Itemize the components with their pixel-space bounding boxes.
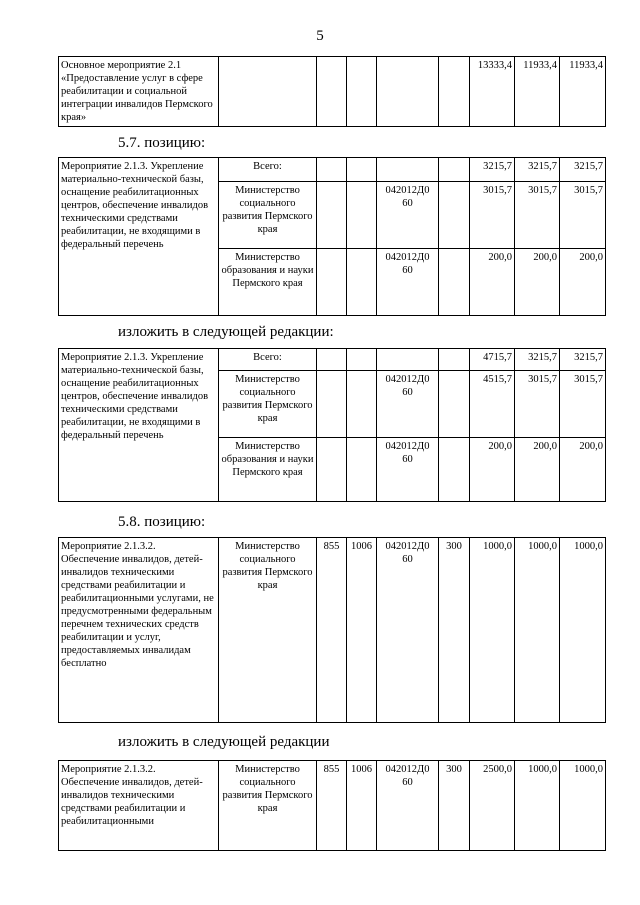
- value-1: 4715,7: [470, 349, 515, 371]
- table-main-activity-2-1: [58, 56, 606, 127]
- value-3: 200,0: [560, 249, 606, 316]
- vr-cell: 300: [439, 538, 470, 723]
- vr-cell: 300: [439, 761, 470, 851]
- executor-cell: Министерство образования и науки Пермского края: [219, 249, 317, 316]
- vr-cell: [439, 57, 470, 127]
- value-2: 1000,0: [515, 538, 560, 723]
- gr-cell: 855: [317, 761, 347, 851]
- value-1: 3215,7: [470, 158, 515, 182]
- value-1: 4515,7: [470, 371, 515, 438]
- table-row: [59, 57, 606, 127]
- executor-cell: Министерство образования и науки Пермского края: [219, 438, 317, 502]
- table-activity-2-1-3-2-new: [58, 760, 606, 851]
- csr-cell: [377, 57, 439, 127]
- value-3: 1000,0: [560, 761, 606, 851]
- table-activity-2-1-3-2-old: [58, 537, 606, 723]
- value-1: 3015,7: [470, 182, 515, 249]
- gr-cell: 855: [317, 538, 347, 723]
- gr-cell: [317, 57, 347, 127]
- csr-cell: 042012Д0 60: [377, 371, 439, 438]
- csr-cell: 042012Д0 60: [377, 538, 439, 723]
- rz-cell: 1006: [347, 538, 377, 723]
- value-1: 13333,4: [470, 57, 515, 127]
- value-2: 200,0: [515, 438, 560, 502]
- page-number: 5: [316, 28, 324, 44]
- rz-cell: [347, 182, 377, 249]
- gr-cell: [317, 249, 347, 316]
- value-2: 3215,7: [515, 349, 560, 371]
- executor-cell: Министерство социального развития Пермского края: [219, 761, 317, 851]
- rz-cell: [347, 371, 377, 438]
- csr-cell: 042012Д0 60: [377, 438, 439, 502]
- rz-cell: 1006: [347, 761, 377, 851]
- value-2: 1000,0: [515, 761, 560, 851]
- heading-5-8: 5.8. позицию:: [118, 514, 206, 530]
- csr-cell: [377, 349, 439, 371]
- value-2: 3215,7: [515, 158, 560, 182]
- heading-5-7: 5.7. позицию:: [118, 135, 206, 151]
- value-2: 200,0: [515, 249, 560, 316]
- activity-name: Мероприятие 2.1.3. Укрепление материально-технической базы, оснащение реабилитационных центров, обеспечение инвалидов техническими средствами реабилитации, не входящими в федеральный перечень: [59, 158, 219, 316]
- vr-cell: [439, 371, 470, 438]
- executor-cell: Министерство социального развития Пермского края: [219, 538, 317, 723]
- csr-cell: 042012Д0 60: [377, 249, 439, 316]
- value-3: 1000,0: [560, 538, 606, 723]
- rz-cell: [347, 57, 377, 127]
- value-1: 2500,0: [470, 761, 515, 851]
- csr-cell: 042012Д0 60: [377, 182, 439, 249]
- vr-cell: [439, 349, 470, 371]
- csr-cell: 042012Д0 60: [377, 761, 439, 851]
- table-activity-2-1-3-new: [58, 348, 606, 502]
- rz-cell: [347, 438, 377, 502]
- executor-cell: Всего:: [219, 158, 317, 182]
- gr-cell: [317, 371, 347, 438]
- table-activity-2-1-3-old: [58, 157, 606, 316]
- vr-cell: [439, 158, 470, 182]
- value-3: 3015,7: [560, 371, 606, 438]
- activity-name: Основное мероприятие 2.1 «Предоставление услуг в сфере реабилитации и социальной интеграции инвалидов Пермского края»: [59, 57, 219, 127]
- value-3: 3015,7: [560, 182, 606, 249]
- vr-cell: [439, 182, 470, 249]
- executor-cell: [219, 57, 317, 127]
- table-row: [59, 538, 606, 723]
- executor-cell: Министерство социального развития Пермского края: [219, 371, 317, 438]
- value-1: 200,0: [470, 438, 515, 502]
- value-1: 1000,0: [470, 538, 515, 723]
- gr-cell: [317, 158, 347, 182]
- vr-cell: [439, 438, 470, 502]
- executor-cell: Министерство социального развития Пермского края: [219, 182, 317, 249]
- heading-new-edition-2: изложить в следующей редакции: [118, 734, 330, 750]
- gr-cell: [317, 182, 347, 249]
- executor-cell: Всего:: [219, 349, 317, 371]
- heading-new-edition-1: изложить в следующей редакции:: [118, 324, 334, 340]
- value-3: 3215,7: [560, 158, 606, 182]
- value-2: 11933,4: [515, 57, 560, 127]
- gr-cell: [317, 438, 347, 502]
- value-3: 200,0: [560, 438, 606, 502]
- activity-name: Мероприятие 2.1.3.2. Обеспечение инвалидов, детей-инвалидов техническими средствами реабилитации и реабилитационными: [59, 761, 219, 851]
- vr-cell: [439, 249, 470, 316]
- table-row: [59, 761, 606, 851]
- value-3: 3215,7: [560, 349, 606, 371]
- value-3: 11933,4: [560, 57, 606, 127]
- rz-cell: [347, 158, 377, 182]
- value-2: 3015,7: [515, 371, 560, 438]
- activity-name: Мероприятие 2.1.3. Укрепление материально-технической базы, оснащение реабилитационных центров, обеспечение инвалидов техническими средствами реабилитации, не входящими в федеральный перечень: [59, 349, 219, 502]
- csr-cell: [377, 158, 439, 182]
- gr-cell: [317, 349, 347, 371]
- rz-cell: [347, 249, 377, 316]
- rz-cell: [347, 349, 377, 371]
- table-row: [59, 349, 606, 371]
- value-2: 3015,7: [515, 182, 560, 249]
- value-1: 200,0: [470, 249, 515, 316]
- activity-name: Мероприятие 2.1.3.2. Обеспечение инвалидов, детей-инвалидов техническими средствами реабилитации и реабилитационными услугами, не предусмотренными федеральным перечнем технических средств реабилитации и услуг, предоставляемых инвалидам бесплатно: [59, 538, 219, 723]
- table-row: [59, 158, 606, 182]
